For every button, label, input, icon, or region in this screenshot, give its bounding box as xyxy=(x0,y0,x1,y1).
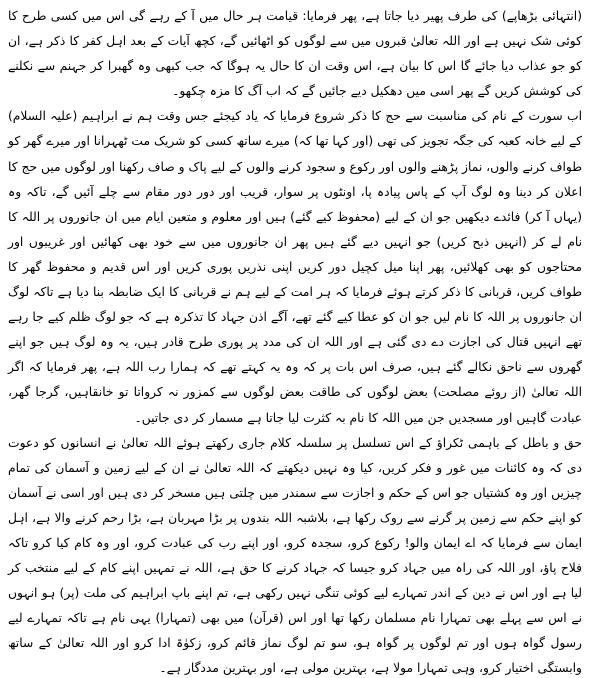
paragraph-judgment-day: (انتہائی بڑھاپے) کی طرف پھیر دیا جاتا ہے، پھر فرمایا: قیامت ہر حال میں آ کے رہے گی اس میں کسی طرح کا کوئی شک نہیں ہے اور اللہ تعالیٰ قبروں میں سے لوگوں کو اٹھائیں گے، کچھ آیات کے بعد اہل کفر کا ذکر ہے، ان کو جو عذاب دیا جائے گا اس کا بیان ہے، اس وقت ان کا حال یہ ہوگا کہ جب کبھی وہ گھبرا کر جہنم سے نکلنے کی کوشش کریں گے پھر اسی میں دھکیل دیے جائیں گے کہ اب آگ کا مزہ چکھو۔ xyxy=(8,9,582,99)
paragraph-hajj-and-sacrifice: اب سورت کے نام کی مناسبت سے حج کا ذکر شروع فرمایا کہ یاد کیجئے جس وقت ہم نے ابراہیم (علیہ السلام) کے لیے خانہ کعبہ کی جگہ تجویز کی تھی (اور کہا تھا کہ) میرے ساتھ کسی کو شریک مت ٹھہرانا اور میرے گھر کو طواف کرنے والوں، نماز پڑھنے والوں اور رکوع و سجود کرنے والوں کے لیے پاک و صاف رکھنا اور لوگوں میں حج کا اعلان کر دینا وہ لوگ آپ کے پاس پیادہ پا، اونٹوں پر سوار، قریب اور دور دور مقام سے چلے آئیں گے، تاکہ وہ (یہاں آ کر) فائدے دیکھیں جو ان کے لیے (محفوظ کیے گئے) ہیں اور معلوم و متعین ایام میں ان جانوروں پر اللہ کا نام لے کر (انہیں ذبح کریں) جو انہیں دیے گئے ہیں پھر ان جانوروں میں سے خود بھی کھائیں اور غریبوں اور محتاجوں کو بھی کھلائیں، پھر اپنا میل کچیل دور کریں اپنی نذریں پوری کریں اور اس قدیم و محفوظ گھر کا طواف کریں، قربانی کا ذکر کرتے ہوئے فرمایا کہ ہر امت کے لیے ہم نے قربانی کا ایک ضابطہ بنا دیا ہے تاکہ لوگ ان جانوروں پر اللہ کا نام لیں جو ان کو عطا کیے گئے تھے، آگے اذن جہاد کا تذکرہ ہے کہ جو لوگ ظلم کیے جا رہے تھے انہیں قتال کی اجازت دے دی گئی ہے اور اللہ ان کی مدد پر پوری طرح قادر ہیں، یہ وہ لوگ ہیں جو اپنے گھروں سے ناحق نکالے گئے ہیں، صرف اس بات پر کہ وہ یہ کہتے تھے کہ ہمارا رب اللہ ہے، پھر فرمایا کہ اگر اللہ تعالیٰ (از روئے مصلحت) بعض لوگوں کی طاقت بعض لوگوں سے کمزور نہ کرواتا تو خانقاہیں، گرجا گھر، عبادت گاہیں اور مسجدیں جن میں اللہ کا نام بہ کثرت لیا جاتا ہے مسمار کر دی جاتیں۔ xyxy=(8,109,582,425)
paragraph-truth-and-falsehood: حق و باطل کے باہمی ٹکراؤ کے اس تسلسل پر سلسلہ کلام جاری رکھتے ہوئے اللہ تعالیٰ نے انسانوں کو دعوت دی کہ وہ کائنات میں غور و فکر کریں، کیا وہ نہیں دیکھتے کہ اللہ تعالیٰ نے ان کے لیے زمین و آسمان کی تمام چیزیں اور وہ کشتیاں جو اس کے حکم و اجازت سے سمندر میں چلتی ہیں مسخر کر دی ہیں اور اسی نے آسمان کو اپنے حکم سے زمین پر گرنے سے روک رکھا ہے، بلاشبہ اللہ بندوں پر بڑا مہربان ہے، بڑا رحم کرنے والا ہے، اہل ایمان سے فرمایا کہ اے ایمان والو! رکوع کرو، سجدہ کرو، اور اپنے رب کی عبادت کرو، اور وہ کام کیا کرو تاکہ فلاح پاؤ، اور اللہ کی راہ میں جہاد کرو جیسا کہ جہاد کرنے کا حق ہے، اللہ نے تمہیں اپنے کام کے لیے منتخب کر لیا ہے اور اس نے دین کے اندر تمہارے لیے کوئی تنگی نہیں رکھی ہے، تم اپنے باپ ابراہیم کی ملت (پر) ہو انہوں نے اس سے پہلے بھی تمہارا نام مسلمان رکھا تھا اور اس (قرآن) میں بھی (تمہارا) یہی نام ہے تاکہ تمہارے لیے رسول گواہ ہوں اور تم لوگوں پر گواہ ہو، سو تم لوگ نماز قائم کرو، زکوٰۃ ادا کرو اور اللہ تعالیٰ کے ساتھ وابستگی اختیار کرو، وہی تمہارا مولا ہے، بہترین مولی ہے، اور بہترین مددگار ہے۔ xyxy=(8,435,582,676)
